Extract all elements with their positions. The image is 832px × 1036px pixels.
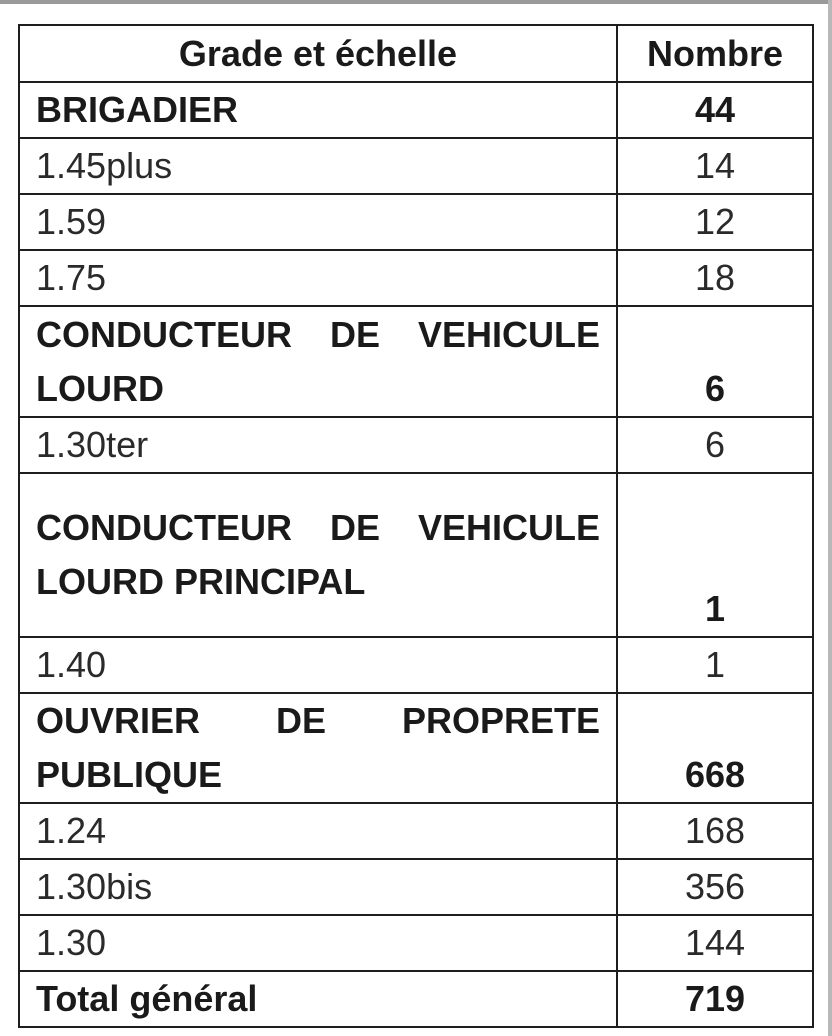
table-header-row <box>19 25 813 82</box>
table-row <box>19 417 813 473</box>
header-count: Nombre <box>617 25 813 82</box>
row-value: 1 <box>617 637 813 693</box>
table-row-category <box>19 306 813 417</box>
row-label: OUVRIER DE PROPRETE PUBLIQUE <box>19 693 617 803</box>
row-label: 1.24 <box>19 803 617 859</box>
row-value: 18 <box>617 250 813 306</box>
row-label: 1.40 <box>19 637 617 693</box>
header-grade: Grade et échelle <box>19 25 617 82</box>
row-label: 1.30bis <box>19 859 617 915</box>
table-row <box>19 138 813 194</box>
row-label: 1.30ter <box>19 417 617 473</box>
row-value: 168 <box>617 803 813 859</box>
row-value: 356 <box>617 859 813 915</box>
row-value: 6 <box>617 306 813 417</box>
row-value: 144 <box>617 915 813 971</box>
total-label: Total général <box>19 971 617 1027</box>
row-label: CONDUCTEUR DE VEHICULE LOURD PRINCIPAL <box>19 473 617 637</box>
top-border-rule <box>0 0 832 4</box>
row-label: CONDUCTEUR DE VEHICULE LOURD <box>19 306 617 417</box>
table-row <box>19 803 813 859</box>
right-border-rule <box>828 0 832 1036</box>
row-label: BRIGADIER <box>19 82 617 138</box>
row-value: 6 <box>617 417 813 473</box>
row-label: 1.30 <box>19 915 617 971</box>
row-value: 14 <box>617 138 813 194</box>
table-row <box>19 859 813 915</box>
table-row <box>19 637 813 693</box>
table-row <box>19 194 813 250</box>
total-value: 719 <box>617 971 813 1027</box>
row-value: 12 <box>617 194 813 250</box>
table-row <box>19 915 813 971</box>
row-label: 1.75 <box>19 250 617 306</box>
row-value: 44 <box>617 82 813 138</box>
row-value: 1 <box>617 473 813 637</box>
row-value: 668 <box>617 693 813 803</box>
row-label: 1.45plus <box>19 138 617 194</box>
grade-count-table <box>18 24 814 1028</box>
table-row-category <box>19 693 813 803</box>
table-row-total <box>19 971 813 1027</box>
table-row <box>19 250 813 306</box>
table-row-category <box>19 82 813 138</box>
row-label: 1.59 <box>19 194 617 250</box>
table-row-category <box>19 473 813 637</box>
